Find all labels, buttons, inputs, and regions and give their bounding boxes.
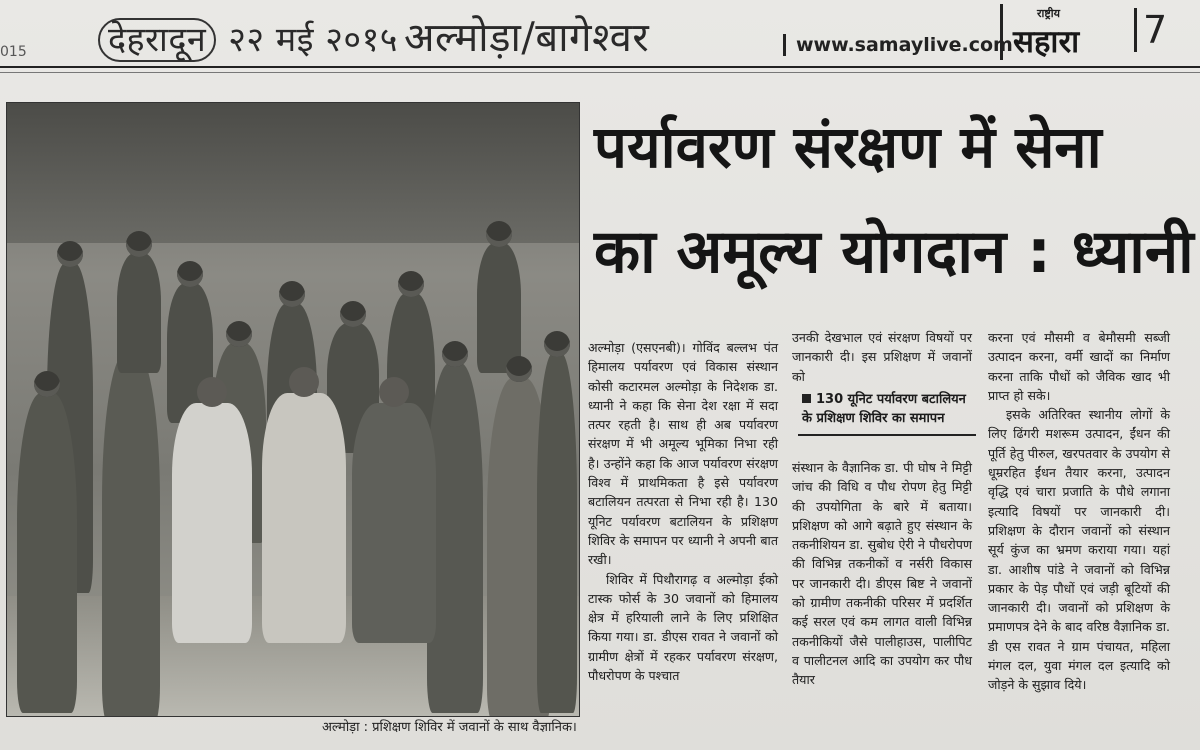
- paragraph: उनकी देखभाल एवं संरक्षण विषयों पर जानकारी दी। इस प्रशिक्षण में जवानों को: [792, 330, 972, 384]
- paragraph: अल्मोड़ा (एसएनबी)। गोविंद बल्लभ पंत हिमालय पर्यावरण एवं विकास संस्थान कोसी कटारमल अल्मोड़ा के निदेशक डा. ध्यानी ने कहा कि सेना देश रक्षा में सदा तत्पर रहती है। साथ ही अब पर्यावरण संरक्षण में भी अमूल्य भूमिका निभा रही है। उन्होंने कहा कि आज पर्यावरण संरक्षण विश्व में प्राथमिकता है इसे पर्यावरण बटालियन तत्परता से निभा रही है। 130 यूनिट पर्यावरण बटालियन के प्रशिक्षण शिविर के समापन पर ध्यानी ने अपनी बात रखी।: [588, 340, 778, 568]
- soldier-figure: [17, 393, 77, 713]
- header-rule: [0, 66, 1200, 68]
- paragraph: करना एवं मौसमी व बेमौसमी सब्जी उत्पादन करना, वर्मी खादों का निर्माण करना ताकि पौधों को जैविक खाद भी प्राप्त हो सके।: [988, 330, 1170, 403]
- article-column-2-body: [792, 458, 972, 690]
- page-edge-year: 015: [0, 44, 27, 60]
- article-column-3: [988, 328, 1170, 695]
- soldier-figure: [117, 253, 161, 373]
- subheading-text: 130 यूनिट पर्यावरण बटालियन के प्रशिक्षण शिविर का समापन: [802, 392, 966, 426]
- bullet-square-icon: [802, 394, 811, 403]
- seated-official: [172, 403, 252, 643]
- handwritten-date: २२ मई २०१५: [228, 20, 398, 60]
- seated-officer: [352, 403, 436, 643]
- soldier-figure: [102, 353, 160, 717]
- seated-official: [262, 393, 346, 643]
- masthead: [1000, 4, 1123, 60]
- masthead-tagline: राष्ट्रीय: [1037, 7, 1061, 20]
- photo-caption: अल्मोड़ा : प्रशिक्षण शिविर में जवानों के साथ वैज्ञानिक।: [322, 720, 577, 735]
- handwritten-city: देहरादून: [98, 18, 216, 62]
- paragraph: संस्थान के वैज्ञानिक डा. पी घोष ने मिट्टी जांच की विधि व पौध रोपण हेतु मिट्टी की उपयोगिता के बारे में बताया। प्रशिक्षण को आगे बढ़ाते हुए संस्थान के तकनीशियन डा. सुबोध ऐरी ने पौधरोपण की विभिन्न तकनीकों व नर्सरी विकास पर जानकारी दी। डीएस बिष्ट ने जवानों को ग्रामीण तकनीकी परिसर में प्रदर्शित कई सरल एवं कम लागत वाली विभिन्न तकनीकियों जैसे पालीहाउस, पालीपिट व पालीटनल आदि का उपयोग कर पौध तैयार: [792, 460, 972, 688]
- soldier-figure: [537, 353, 577, 713]
- group-photo: [6, 102, 580, 717]
- header-rule-thin: [0, 72, 1200, 73]
- headline-line-2: का अमूल्य योगदान : ध्यानी: [594, 217, 1194, 287]
- headline-line-1: पर्यावरण संरक्षण में सेना: [594, 113, 1102, 181]
- paragraph: शिविर में पिथौरागढ़ व अल्मोड़ा ईको टास्क फोर्स के 30 जवानों को हिमालय क्षेत्र में हरियाली लाने के लिए प्रशिक्षित किया गया। डा. डीएस रावत ने जवानों को ग्रामीण क्षेत्रों में रहकर पर्यावरण संरक्षण, पौधरोपण के पश्चात: [588, 571, 778, 684]
- handwritten-annotation: [98, 8, 649, 63]
- masthead-logo: सहारा: [1013, 24, 1080, 60]
- soldier-figure: [477, 243, 521, 373]
- article-headline: [594, 110, 1194, 292]
- article-subheading: [798, 384, 976, 436]
- paragraph: इसके अतिरिक्त स्थानीय लोगों के लिए ढिंगरी मशरूम उत्पादन, ईंधन की पूर्ति हेतु पीरुल, खरपतवार के उपयोग से धूम्ररहित ईंधन तैयार करना, उत्पादन वृद्धि एवं चारा प्रजाति के पौधे लगाना इत्यादि विषयों पर जानकारी दी। प्रशिक्षण के दौरान जवानों को संस्थान सूर्य कुंज का भ्रमण कराया गया। यहां डा. आशीष पांडे ने जवानों को विभिन्न प्रकार के पेड़ पौधों एवं जड़ी बूटियों की जानकारी दी। जवानों को प्रशिक्षण के प्रमाणपत्र देने के बाद वरिष्ठ वैज्ञानिक डा. डी एस रावत ने ग्राम पंचायत, महिला मंगल दल, युवा मंगल दल इत्यादि को जोड़ने के सुझाव दिये।: [988, 407, 1170, 693]
- website-url: www.samaylive.com: [783, 34, 1013, 56]
- edition-name: अल्मोड़ा/बागेश्वर: [403, 15, 650, 61]
- article-column-2-top: [792, 328, 972, 386]
- page-number: 7: [1134, 8, 1167, 52]
- article-column-1: [588, 338, 778, 685]
